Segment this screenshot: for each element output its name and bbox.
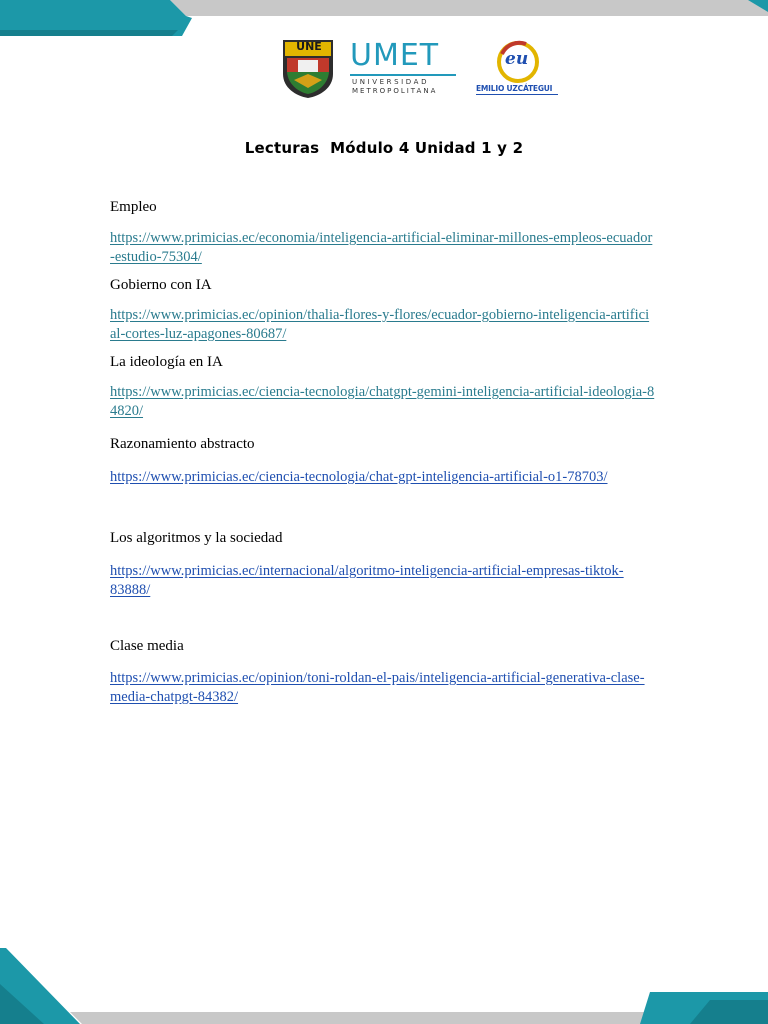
umet-underline	[350, 74, 456, 76]
section-heading-gobierno: Gobierno con IA	[110, 277, 212, 293]
link-clase-media[interactable]: https://www.primicias.ec/opinion/toni-roldan-el-pais/inteligencia-artificial-generativa-clase-media-chatpgt-84382/	[110, 670, 645, 705]
page-title: Lecturas Módulo 4 Unidad 1 y 2	[244, 139, 524, 157]
link-razonamiento[interactable]: https://www.primicias.ec/ciencia-tecnologia/chat-gpt-inteligencia-artificial-o1-78703/	[110, 469, 608, 485]
umet-subtitle-line2: METROPOLITANA	[352, 87, 438, 95]
link-empleo[interactable]: https://www.primicias.ec/economia/inteligencia-artificial-eliminar-millones-empleos-ecuador-estudio-75304/	[110, 230, 653, 265]
eu-logo-text: eu	[505, 49, 529, 69]
link-gobierno[interactable]: https://www.primicias.ec/opinion/thalia-flores-y-flores/ecuador-gobierno-inteligencia-artificial-cortes-luz-apagones-80687/	[110, 307, 650, 342]
top-decoration	[0, 0, 768, 40]
section-heading-razonamiento: Razonamiento abstracto	[110, 436, 255, 452]
umet-logo-text: UMET	[350, 38, 440, 73]
bottom-decoration	[0, 944, 768, 1024]
link-ideologia[interactable]: https://www.primicias.ec/ciencia-tecnologia/chatgpt-gemini-inteligencia-artificial-ideologia-84820/	[110, 384, 655, 419]
eu-logo-underline	[476, 94, 558, 95]
eu-logo-name: EMILIO UZCÁTEGUI	[476, 84, 553, 93]
section-heading-algoritmos: Los algoritmos y la sociedad	[110, 530, 283, 546]
section-heading-ideologia: La ideología en IA	[110, 354, 223, 370]
link-algoritmos[interactable]: https://www.primicias.ec/internacional/algoritmo-inteligencia-artificial-empresas-tiktok-83888/	[110, 563, 624, 598]
section-heading-empleo: Empleo	[110, 199, 157, 215]
section-heading-clase-media: Clase media	[110, 638, 184, 654]
une-logo-text: UNE	[296, 40, 322, 53]
umet-subtitle-line1: UNIVERSIDAD	[352, 78, 430, 86]
